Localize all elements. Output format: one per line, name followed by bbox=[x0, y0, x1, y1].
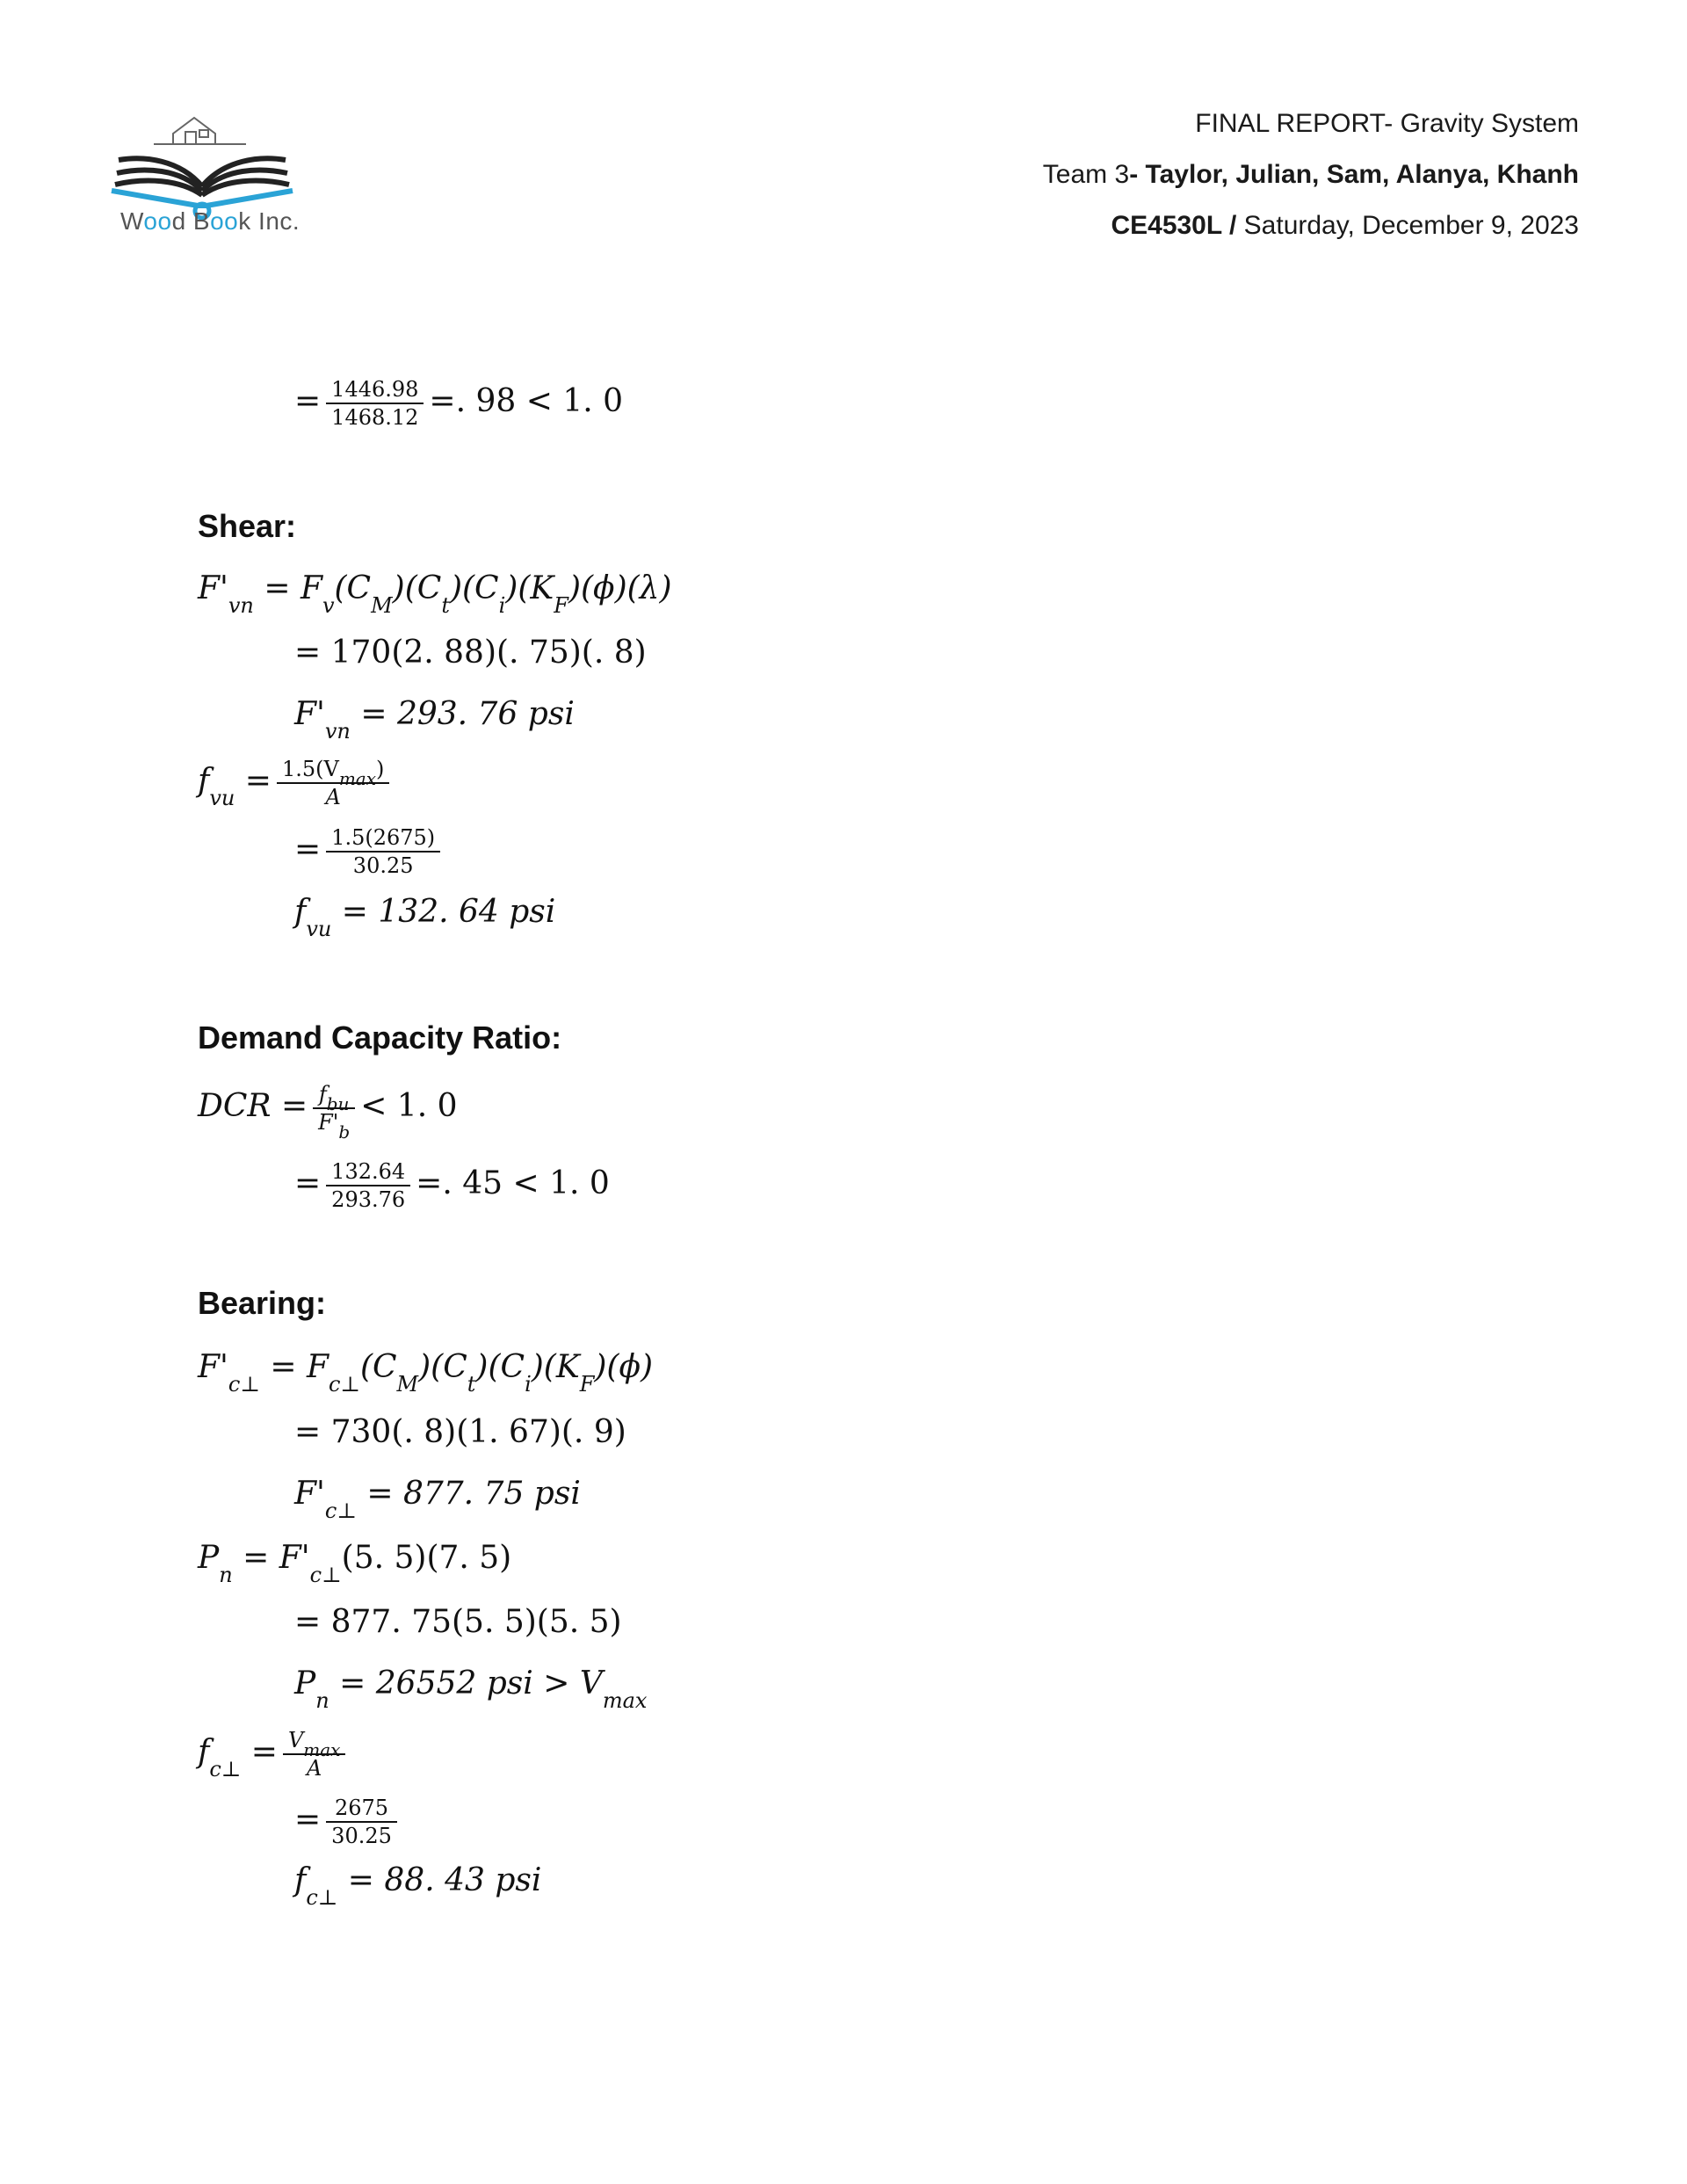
shear-fvu-result: $f_{vu} = 132$. 64 psi bbox=[294, 894, 556, 941]
bearing-fcperp-formula: $f_{c\perp}$ = $\frac{V_{max}}{A}$ bbox=[198, 1727, 351, 1781]
team-line: Team 3- Taylor, Julian, Sam, Alanya, Khanh bbox=[1042, 160, 1579, 189]
shear-heading: Shear: bbox=[198, 508, 297, 544]
bearing-heading: Bearing: bbox=[198, 1285, 327, 1321]
shear-fvn-formula: $F'_{vn} = F_v(C_M)(C_t)(C_i)(K_F)(\phi)(\lambda)$ bbox=[198, 570, 672, 618]
bearing-pn-values: = 877. 75(5. 5)(5. 5) bbox=[294, 1604, 622, 1640]
bearing-fc-formula: $F'_{c\perp} = F_{c\perp}(C_M)(C_t)(C_i)(K_F)(\phi)$ bbox=[198, 1349, 654, 1397]
bending-dcr-line: = $\frac{1446.98}{1468.12}$ =. 98 < 1. 0 bbox=[294, 377, 624, 430]
shear-fvn-result: $F'_{vn} = 293$. 76 psi bbox=[294, 696, 575, 744]
bearing-fcperp-values: = $\frac{2675}{30.25}$ bbox=[294, 1795, 402, 1849]
dcr-heading: Demand Capacity Ratio: bbox=[198, 1019, 562, 1056]
bearing-fcperp-result: $f_{c\perp} = 88$. 43 psi bbox=[294, 1862, 542, 1910]
report-title: FINAL REPORT- Gravity System bbox=[1195, 109, 1579, 138]
dcr-result: = $\frac{132.64}{293.76}$ =. 45 < 1. 0 bbox=[294, 1159, 610, 1212]
shear-fvu-values: = $\frac{1.5(2675)}{30.25}$ bbox=[294, 824, 445, 879]
shear-fvu-formula: $f_{vu}$ = $\frac{1.5(V_{max})}{A}$ bbox=[198, 756, 395, 810]
bearing-fc-values: = 730(. 8)(1. 67)(. 9) bbox=[294, 1414, 626, 1450]
logo-text: Wood Book Inc. bbox=[120, 207, 300, 235]
bearing-pn-result: $P_n = 26552$ psi > $V_{max}$ bbox=[294, 1665, 648, 1713]
dcr-formula: DCR = $\frac{f_{bu}}{F'_b}$ < 1. 0 bbox=[198, 1082, 458, 1143]
shear-fvn-values: = 170(2. 88)(. 75)(. 8) bbox=[294, 635, 647, 671]
course-date-line: CE4530L / Saturday, December 9, 2023 bbox=[1111, 211, 1579, 240]
bearing-fc-result: $F'_{c\perp} = 877$. 75 psi bbox=[294, 1476, 581, 1523]
bearing-pn-formula: $P_n = F'_{c\perp}(5$. 5)(7. 5) bbox=[198, 1540, 512, 1587]
